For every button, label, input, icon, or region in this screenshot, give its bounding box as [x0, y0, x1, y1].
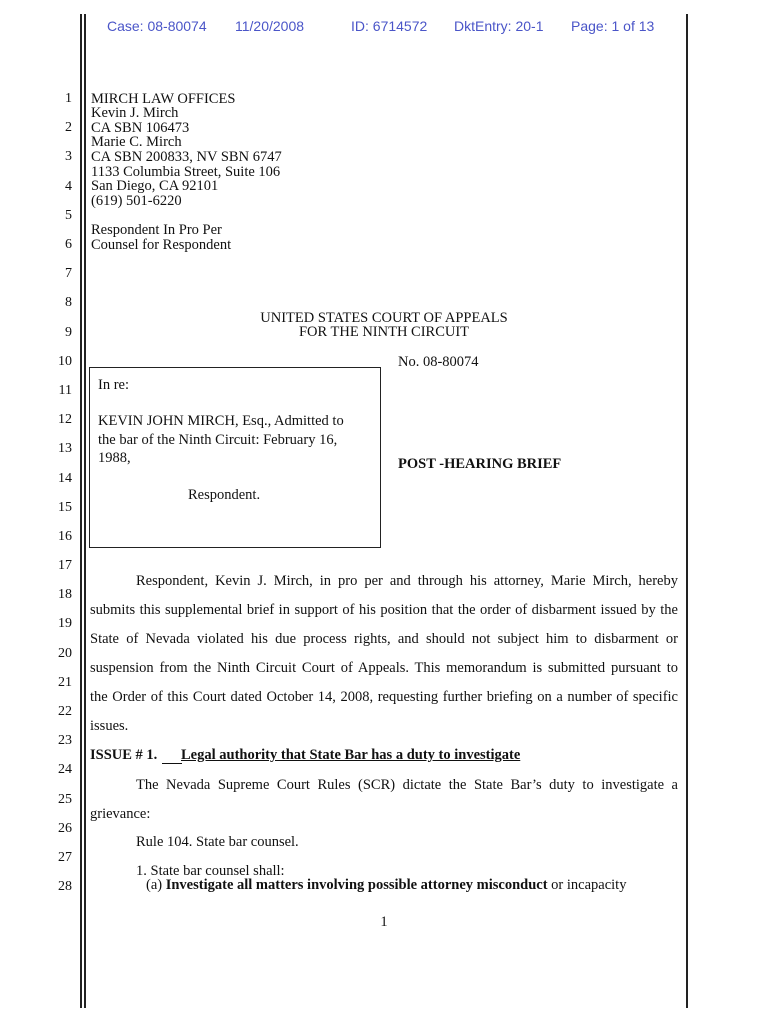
line-number: 27: [58, 850, 72, 865]
case-number-header: Case: 08-80074: [107, 18, 207, 34]
attorney-bar-number: CA SBN 106473: [91, 120, 190, 136]
line-number: 8: [65, 295, 72, 310]
line-number: 19: [58, 616, 72, 631]
rule-subitem-emphasis: Investigate all matters involving possible attorney misconduct: [165, 877, 548, 893]
caption-party: 1988,: [98, 450, 131, 466]
line-number: 23: [58, 733, 72, 748]
docket-header: [0, 18, 768, 38]
left-margin-rule-outer: [80, 14, 82, 1008]
line-number: 1: [65, 91, 72, 106]
case-number: No. 08-80074: [398, 354, 479, 370]
body-text-line: The Nevada Supreme Court Rules (SCR) dictate the State Bar’s duty to investigate a: [136, 777, 678, 793]
firm-name: MIRCH LAW OFFICES: [91, 91, 236, 107]
body-text-line: issues.: [90, 718, 129, 734]
line-number: 10: [58, 354, 72, 369]
line-number: 2: [65, 120, 72, 135]
line-number: 22: [58, 704, 72, 719]
line-number: 6: [65, 237, 72, 252]
line-number: 18: [58, 587, 72, 602]
docket-entry-header: DktEntry: 20-1: [454, 18, 544, 34]
left-margin-rule-inner: [84, 14, 86, 1008]
line-number: 14: [58, 471, 72, 486]
right-margin-rule: [686, 14, 688, 1008]
line-number: 11: [58, 383, 72, 398]
line-number: 26: [58, 821, 72, 836]
counsel-role: Counsel for Respondent: [91, 237, 232, 253]
caption-party: KEVIN JOHN MIRCH, Esq., Admitted to: [98, 413, 344, 429]
court-name: UNITED STATES COURT OF APPEALS: [260, 310, 508, 326]
phone-number: (619) 501-6220: [91, 193, 182, 209]
caption-party: the bar of the Ninth Circuit: February 16,: [98, 432, 338, 448]
line-number: 4: [65, 179, 72, 194]
caption-in-re: In re:: [98, 377, 129, 393]
rule-heading: Rule 104. State bar counsel.: [136, 834, 299, 850]
city-address: San Diego, CA 92101: [91, 178, 219, 194]
rule-subitem-rest: or incapacity: [547, 877, 627, 893]
line-number: 15: [58, 500, 72, 515]
street-address: 1133 Columbia Street, Suite 106: [91, 164, 281, 180]
rule-subitem: [146, 878, 626, 893]
caption-box: [89, 367, 381, 548]
rule-subitem-prefix: (a): [146, 877, 166, 893]
rule-item: 1. State bar counsel shall:: [136, 863, 285, 879]
line-number: 17: [58, 558, 72, 573]
line-number: 12: [58, 412, 72, 427]
counsel-role: Respondent In Pro Per: [91, 222, 222, 238]
document-title: POST -HEARING BRIEF: [398, 456, 562, 472]
line-number: 20: [58, 646, 72, 661]
line-number: 21: [58, 675, 72, 690]
line-number: 9: [65, 325, 72, 340]
attorney-bar-number: CA SBN 200833, NV SBN 6747: [91, 149, 282, 165]
line-number: 25: [58, 792, 72, 807]
body-text-line: grievance:: [90, 806, 151, 822]
attorney-name: Kevin J. Mirch: [91, 105, 179, 121]
line-number: 13: [58, 441, 72, 456]
attorney-name: Marie C. Mirch: [91, 134, 182, 150]
page-count-header: Page: 1 of 13: [571, 18, 655, 34]
court-circuit: FOR THE NINTH CIRCUIT: [298, 324, 470, 340]
body-text-line: the Order of this Court dated October 14, 2008, requesting further briefing on a number of specific: [90, 689, 678, 705]
issue-number: ISSUE # 1.: [90, 747, 158, 763]
line-number: 24: [58, 762, 72, 777]
body-text-line: Respondent, Kevin J. Mirch, in pro per and through his attorney, Marie Mirch, hereby: [136, 573, 678, 589]
issue-underline-spacer: [162, 748, 182, 764]
body-text-line: submits this supplemental brief in support of his position that the order of disbarment issued by the: [90, 602, 678, 618]
caption-role: Respondent.: [188, 487, 261, 503]
issue-title: Legal authority that State Bar has a duty to investigate: [181, 747, 521, 763]
body-text-line: State of Nevada violated his due process rights, and should not subject him to disbarment or: [90, 631, 678, 647]
line-number: 16: [58, 529, 72, 544]
line-number: 7: [65, 266, 72, 281]
filing-date-header: 11/20/2008: [235, 18, 305, 34]
line-number: 3: [65, 149, 72, 164]
line-number: 28: [58, 879, 72, 894]
id-header: ID: 6714572: [351, 18, 428, 34]
line-number: 5: [65, 208, 72, 223]
page-number: 1: [380, 914, 388, 930]
body-text-line: suspension from the Ninth Circuit Court of Appeals. This memorandum is submitted pursuant to: [90, 660, 678, 676]
